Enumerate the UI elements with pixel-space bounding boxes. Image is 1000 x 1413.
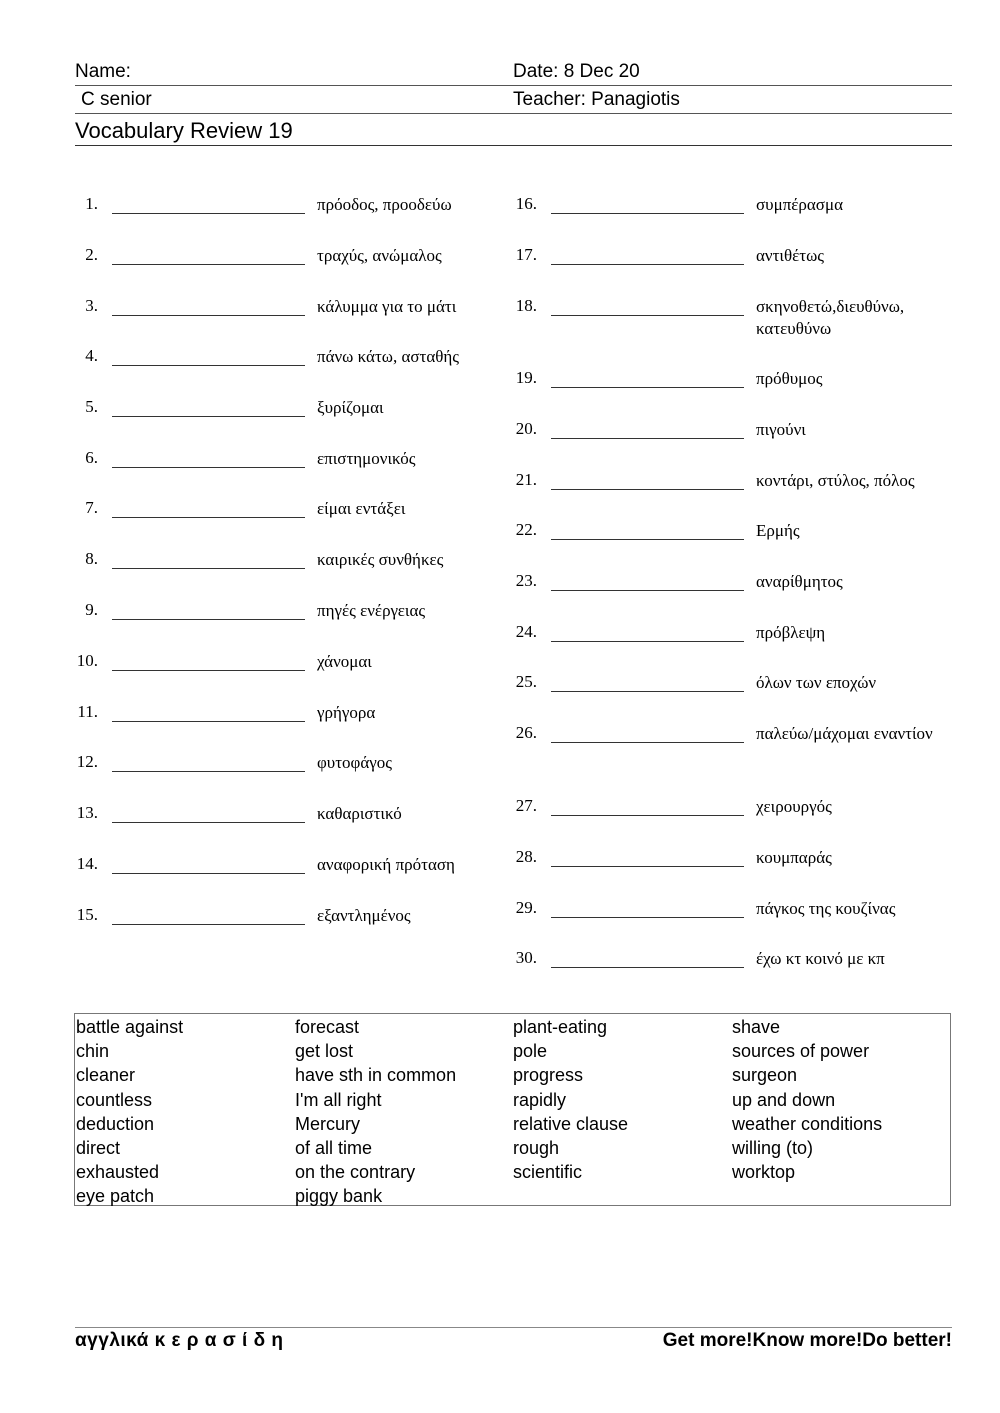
answer-blank[interactable] [112,192,305,214]
exercise-item [74,344,504,372]
answer-input[interactable] [112,904,305,925]
word-bank-entry: Mercury [295,1113,361,1134]
exercise-item [74,649,504,677]
answer-input[interactable] [551,947,744,968]
word-bank-entry: chin [76,1041,110,1062]
greek-definition: εξαντλημένος [317,906,411,925]
date-label: Date: 8 Dec 20 [513,61,640,82]
answer-blank[interactable] [112,547,305,569]
greek-definition: Ερμής [756,521,800,540]
answer-blank[interactable] [112,243,305,265]
answer-blank[interactable] [551,721,744,743]
word-bank-entry: on the contrary [295,1162,416,1183]
item-number: 10. [76,651,98,670]
exercise-item [513,518,943,546]
item-number: 27. [515,796,537,815]
greek-definition: ξυρίζομαι [317,398,384,417]
item-number: 2. [85,245,98,264]
item-number: 11. [77,702,98,721]
greek-definition: κοντάρι, στύλος, πόλος [756,471,915,490]
word-bank-entry: countless [76,1089,153,1110]
word-bank-entry: willing (to) [732,1138,814,1159]
greek-definition: πηγές ενέργειας [317,601,426,620]
answer-input[interactable] [551,846,744,867]
exercise-item [513,468,943,496]
answer-blank[interactable] [112,496,305,518]
answer-blank[interactable] [551,794,744,816]
exercise-item [513,670,943,698]
answer-blank[interactable] [551,468,744,490]
exercise-item [74,294,504,322]
greek-definition: συμπέρασμα [756,195,843,214]
teacher-label: Teacher: Panagiotis [513,89,680,110]
word-bank-entry: plant-eating [513,1017,608,1037]
answer-input[interactable] [112,396,305,417]
answer-input[interactable] [112,751,305,772]
exercise-item [74,750,504,778]
item-number: 26. [515,723,537,742]
word-bank-entry: rough [513,1138,560,1159]
word-bank-entry: I'm all right [295,1089,382,1110]
answer-input[interactable] [551,193,744,214]
greek-definition: πρόθυμος [756,369,823,388]
answer-blank[interactable] [551,192,744,214]
exercise-item [74,598,504,626]
item-number: 9. [85,600,98,619]
answer-blank[interactable] [551,620,744,642]
greek-definition: κουμπαράς [756,848,832,867]
answer-input[interactable] [112,599,305,620]
answer-input[interactable] [551,469,744,490]
answer-input[interactable] [112,497,305,518]
exercise-item [513,946,943,974]
word-bank-entry: rapidly [513,1089,567,1110]
greek-definition: πάνω κάτω, ασταθής [317,347,460,366]
exercise-item [74,801,504,829]
exercise-item [513,294,943,338]
word-bank-column-2 [295,1015,456,1209]
exercise-item [513,192,943,220]
item-number: 22. [515,520,537,539]
answer-input[interactable] [112,447,305,468]
item-number: 30. [515,948,537,967]
word-bank-column-3 [513,1015,628,1184]
exercise-item [513,794,943,822]
answer-blank[interactable] [551,670,744,692]
answer-input[interactable] [551,418,744,439]
answer-input[interactable] [551,621,744,642]
greek-definition: πρόοδος, προοδεύω [317,195,452,214]
greek-definition: κάλυμμα για το μάτι [317,297,457,316]
greek-definition: παλεύω/μάχομαι εναντίον [756,724,933,743]
greek-definition: αντιθέτως [756,246,825,265]
exercise-item [74,395,504,423]
greek-definition: καθαριστικό [317,804,402,823]
word-bank-entry: shave [732,1017,781,1037]
footer-brand: αγγλικά κ ε ρ α σ ί δ η [75,1330,284,1351]
word-bank-entry: forecast [295,1017,360,1037]
word-bank-entry: pole [513,1041,548,1062]
word-bank-entry: of all time [295,1138,373,1159]
greek-definition: αναρίθμητος [756,572,843,591]
greek-definition: έχω κτ κοινό με κπ [756,949,885,968]
class-label: C senior [81,89,152,110]
answer-input[interactable] [551,519,744,540]
answer-input[interactable] [112,244,305,265]
answer-blank[interactable] [551,366,744,388]
exercise-item [74,903,504,931]
answer-input[interactable] [112,548,305,569]
word-bank-entry: up and down [732,1089,836,1110]
answer-input[interactable] [551,722,744,743]
item-number: 24. [515,622,537,641]
answer-blank[interactable] [551,896,744,918]
header-rule-2 [75,113,952,114]
answer-blank[interactable] [112,750,305,772]
answer-input[interactable] [551,367,744,388]
page-title: Vocabulary Review 19 [75,118,293,143]
word-bank-entry: relative clause [513,1113,629,1134]
greek-definition: αναφορική πρόταση [317,855,455,874]
item-number: 28. [515,847,537,866]
word-bank-entry: direct [76,1138,121,1159]
item-number: 16. [515,194,537,213]
answer-input[interactable] [551,795,744,816]
word-bank-entry: scientific [513,1162,583,1183]
answer-blank[interactable] [551,569,744,591]
name-label: Name: [75,61,131,82]
word-bank-entry: progress [513,1065,584,1086]
exercise-item [513,569,943,597]
answer-blank[interactable] [112,700,305,722]
exercise-item [513,243,943,271]
word-bank-entry: sources of power [732,1041,870,1062]
item-number: 14. [76,854,98,873]
exercise-item [513,845,943,873]
header-rule-1 [75,85,952,86]
word-bank-entry: eye patch [76,1186,155,1207]
greek-definition: χειρουργός [756,797,832,816]
exercise-item [513,620,943,648]
answer-blank[interactable] [112,395,305,417]
answer-input[interactable] [112,802,305,823]
greek-definition: καιρικές συνθήκες [317,550,444,569]
exercise-item [74,446,504,474]
item-number: 15. [76,905,98,924]
exercise-item [74,243,504,271]
footer-rule [75,1327,952,1328]
exercise-item [513,417,943,445]
word-bank-entry: get lost [295,1041,354,1062]
answer-blank[interactable] [551,946,744,968]
answer-input[interactable] [551,671,744,692]
answer-blank[interactable] [112,446,305,468]
item-number: 18. [515,296,537,315]
answer-blank[interactable] [112,852,305,874]
item-number: 6. [85,448,98,467]
greek-definition: σκηνοθετώ,διευθύνω, κατευθύνω [756,297,905,338]
answer-blank[interactable] [551,845,744,867]
greek-definition: φυτοφάγος [317,753,393,772]
word-bank [74,1013,951,1206]
item-number: 21. [515,470,537,489]
item-number: 29. [515,898,537,917]
answer-input[interactable] [551,897,744,918]
word-bank-entry: worktop [732,1162,796,1183]
word-bank-entry: piggy bank [295,1186,383,1207]
item-number: 7. [85,498,98,517]
exercise-item [513,366,943,394]
exercise-item [74,192,504,220]
item-number: 8. [85,549,98,568]
greek-definition: πρόβλεψη [756,623,826,642]
answer-input[interactable] [112,345,305,366]
answer-blank[interactable] [112,344,305,366]
answer-blank[interactable] [551,518,744,540]
answer-input[interactable] [112,701,305,722]
answer-blank[interactable] [112,649,305,671]
word-bank-entry: weather conditions [732,1113,883,1134]
word-bank-entry: have sth in common [295,1065,457,1086]
greek-definition: χάνομαι [317,652,372,671]
word-bank-entry: deduction [76,1113,155,1134]
answer-input[interactable] [112,853,305,874]
word-bank-entry: exhausted [76,1162,160,1183]
answer-input[interactable] [112,193,305,214]
item-number: 17. [515,245,537,264]
greek-definition: πάγκος της κουζίνας [756,899,896,918]
word-bank-entry: surgeon [732,1065,798,1086]
answer-blank[interactable] [112,903,305,925]
item-number: 19. [515,368,537,387]
item-number: 13. [76,803,98,822]
word-bank-column-4 [732,1015,882,1184]
answer-input[interactable] [551,570,744,591]
item-number: 23. [515,571,537,590]
item-number: 20. [515,419,537,438]
answer-blank[interactable] [112,294,305,316]
exercise-item [513,721,943,749]
word-bank-column-1 [76,1015,183,1209]
greek-definition: τραχύς, ανώμαλος [317,246,442,265]
greek-definition: επιστημονικός [317,449,416,468]
answer-input[interactable] [112,295,305,316]
item-number: 1. [85,194,98,213]
answer-input[interactable] [551,295,744,316]
word-bank-entry: battle against [76,1017,184,1037]
item-number: 4. [85,346,98,365]
greek-definition: όλων των εποχών [756,673,877,692]
answer-input[interactable] [551,244,744,265]
exercise-item [74,852,504,880]
greek-definition: είμαι εντάξει [317,499,406,518]
answer-blank[interactable] [112,598,305,620]
exercise-item [74,496,504,524]
item-number: 12. [76,752,98,771]
answer-blank[interactable] [551,294,744,316]
greek-definition: πιγούνι [756,420,806,439]
answer-input[interactable] [112,650,305,671]
exercise-item [513,896,943,924]
word-bank-entry: cleaner [76,1065,136,1086]
exercise-item [74,700,504,728]
item-number: 3. [85,296,98,315]
answer-blank[interactable] [551,417,744,439]
greek-definition: γρήγορα [317,703,376,722]
title-rule [75,145,952,146]
item-number: 5. [85,397,98,416]
exercise-item [74,547,504,575]
footer-slogan: Get more!Know more!Do better! [662,1330,952,1351]
answer-blank[interactable] [551,243,744,265]
answer-blank[interactable] [112,801,305,823]
item-number: 25. [515,672,537,691]
